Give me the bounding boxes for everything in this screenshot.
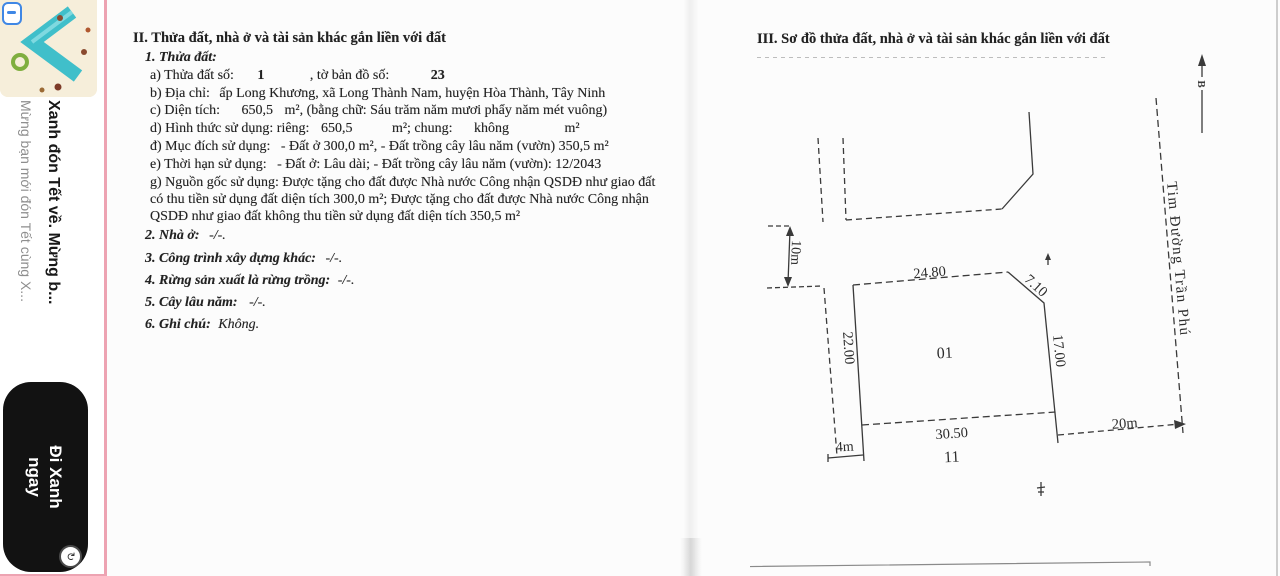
alley-width-measure <box>828 454 863 462</box>
item-house-value: -/-. <box>209 228 226 243</box>
survey-mark-top <box>1045 253 1051 265</box>
item-perennial-label: 5. Cây lâu năm: <box>145 295 238 310</box>
adjacent-parcel-north-boundary <box>818 112 1033 222</box>
row-d-unit1: m²; chung: <box>391 121 453 136</box>
item-notes-label: 6. Ghi chú: <box>145 317 211 332</box>
item-perennial <box>145 295 266 311</box>
scan-right-edge <box>1276 0 1278 576</box>
item-notes <box>145 317 259 333</box>
confetti-dot <box>40 88 45 93</box>
row-b-label: b) Địa chỉ: <box>150 86 210 101</box>
ad-replay-icon[interactable] <box>59 545 82 568</box>
road-distance-label: 20m <box>1111 415 1139 433</box>
row-d <box>150 121 580 137</box>
item-notes-value: Không. <box>218 317 260 332</box>
item-forest-label: 4. Rừng sản xuất là rừng trồng: <box>145 273 331 288</box>
item-construction-label: 3. Công trình xây dựng khác: <box>145 251 316 266</box>
shared-area-value: không <box>474 121 510 136</box>
section-iii-heading: III. Sơ đồ thửa đất, nhà ở và tài sản khác gắn liền với đất <box>757 31 1110 47</box>
plot-title: 1. Thửa đất: <box>145 50 217 65</box>
land-purpose-value: - Đất ở 300,0 m², - Đất trồng cây lâu năm (vườn) 350,5 m² <box>280 139 609 154</box>
row-dd-label: đ) Mục đích sử dụng: <box>150 139 271 154</box>
bottom-table-border <box>750 562 1150 572</box>
row-e <box>150 157 601 173</box>
row-b <box>150 86 605 102</box>
row-a <box>150 68 445 84</box>
plot-number-value: 1 <box>257 68 265 83</box>
ad-subtitle: Mừng bạn mới đón Tết cùng X... <box>18 100 34 302</box>
row-a-label2: , tờ bản đồ số: <box>309 68 390 83</box>
adjacent-parcel-number-label: 11 <box>943 448 960 467</box>
confetti-dot <box>57 15 63 21</box>
item-house <box>145 228 226 244</box>
confetti-dot <box>81 49 87 55</box>
row-g-line2: có thu tiền sử dụng đất diện tích 300,0 m²; Được tặng cho đất được Nhà nước Công nhận <box>150 192 649 207</box>
map-sheet-value: 23 <box>430 68 445 83</box>
row-c <box>150 103 607 119</box>
info-dash <box>7 11 16 14</box>
item-forest <box>145 273 354 289</box>
dim-cut-label: 7.10 <box>1020 271 1051 301</box>
ad-cta-line1: Đi Xanh <box>46 445 66 509</box>
dim-top-label: 24.80 <box>912 263 947 283</box>
row-g-line1: g) Nguồn gốc sử dụng: Được tặng cho đất được Nhà nước Công nhận QSDĐ như giao đất <box>150 175 656 190</box>
road-width-label: 10m <box>787 239 803 266</box>
land-term-value: - Đất ở: Lâu dài; - Đất trồng cây lâu năm (vườn): 12/2043 <box>277 157 602 172</box>
row-g-line3: QSDĐ như giao đất không thu tiền sử dụng đất diện tích 350,5 m² <box>150 209 521 224</box>
ad-banner[interactable] <box>0 0 107 576</box>
item-construction-value: -/-. <box>325 251 343 266</box>
alley-west-boundary <box>824 288 837 456</box>
row-dd <box>150 139 609 155</box>
row-d-unit2: m² <box>564 121 580 136</box>
row-d-label: d) Hình thức sử dụng: riêng: <box>150 121 310 136</box>
dim-right-label: 17.00 <box>1049 333 1069 368</box>
survey-mark-bottom <box>1037 482 1045 496</box>
area-words: m², (bằng chữ: Sáu trăm năm mươi phẩy năm mét vuông) <box>284 103 608 118</box>
ad-info-icon[interactable] <box>2 2 22 25</box>
confetti-dot <box>55 84 62 91</box>
alley-width-label: 4m <box>835 439 855 456</box>
area-value: 650,5 <box>241 103 273 118</box>
row-e-label: e) Thời hạn sử dụng: <box>150 157 267 172</box>
dim-bottom-label: 30.50 <box>934 424 969 444</box>
item-perennial-value: -/-. <box>249 295 266 310</box>
section-ii-heading: II. Thửa đất, nhà ở và tài sản khác gắn liền với đất <box>133 30 446 46</box>
north-label: B <box>1195 80 1207 88</box>
dim-left-label: 22.00 <box>839 331 858 365</box>
ad-title: Xanh đón Tết về. Mừng b... <box>45 100 62 305</box>
row-a-label1: a) Thửa đất số: <box>150 68 234 83</box>
page-crease-shadow-bottom <box>680 538 702 576</box>
north-arrow <box>1195 54 1208 133</box>
row-c-label: c) Diện tích: <box>150 103 220 118</box>
item-construction <box>145 251 342 267</box>
cadastral-diagram <box>750 45 1262 576</box>
address-value: ấp Long Khương, xã Long Thành Nam, huyện Hòa Thành, Tây Ninh <box>219 86 606 101</box>
road-name-label: Tim Đường Trần Phú <box>1163 180 1193 338</box>
item-forest-value: -/-. <box>337 273 355 288</box>
item-house-label: 2. Nhà ở: <box>145 228 200 243</box>
confetti-dot <box>86 28 91 33</box>
parcel-number-label: 01 <box>936 344 954 363</box>
ad-cta-button[interactable] <box>3 382 88 572</box>
page-crease-shadow <box>683 0 699 576</box>
replay-glyph: ↻ <box>64 551 77 562</box>
ad-cta-line2: ngay <box>25 457 45 497</box>
private-area-value: 650,5 <box>320 121 353 136</box>
